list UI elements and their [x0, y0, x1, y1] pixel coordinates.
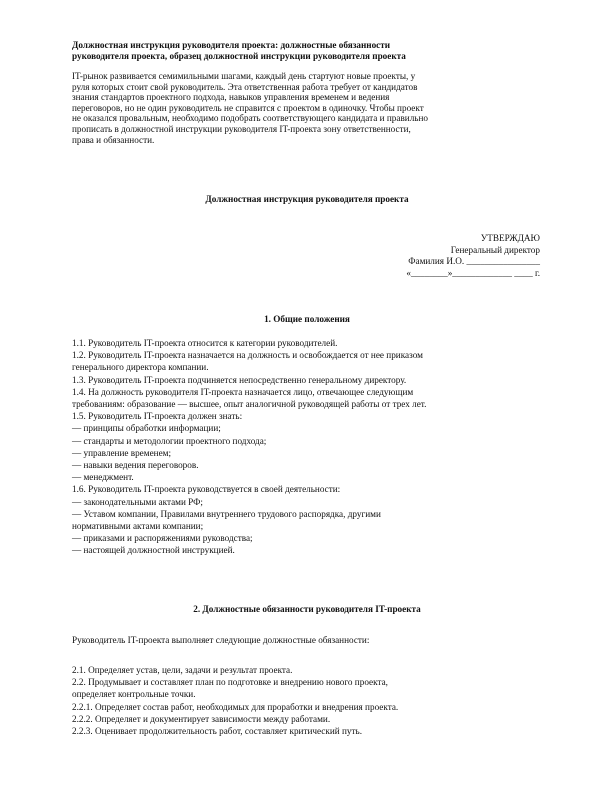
document-title	[72, 40, 542, 61]
section-1-line: — законодательными актами РФ;	[72, 496, 203, 507]
section-1-line: требованиям: образование — высшее, опыт аналогичной руководящей работы от трех лет.	[72, 399, 427, 410]
section-1-line: — стандарты и методологии проектного подхода;	[72, 435, 267, 446]
section-1-line: — управление временем;	[72, 447, 172, 458]
section-2-intro: Руководитель IT-проекта выполняет следующие должностные обязанности:	[72, 635, 370, 645]
section-2-body	[72, 664, 542, 737]
section-1-line: — настоящей должностной инструкцией.	[72, 545, 235, 556]
approval-date-line: «________»_____________ ____ г.	[406, 267, 540, 278]
section-1-body	[72, 337, 542, 557]
intro-line: права и обязанности.	[72, 134, 155, 145]
intro-line: знания стандартов проектного подхода, навыков управления временем и ведения	[72, 92, 390, 103]
title-line: руководителя проекта, образец должностной инструкции руководителя проекта	[72, 50, 406, 61]
section-1-heading: 1. Общие положения	[264, 314, 350, 324]
section-2-line: определяет контрольные точки.	[72, 689, 196, 700]
document-heading: Должностная инструкция руководителя проекта	[205, 194, 409, 204]
section-1-line: генерального директора компании.	[72, 362, 209, 373]
section-1-line: 1.1. Руководитель IT-проекта относится к категории руководителей.	[72, 338, 338, 348]
section-1-line: — навыки ведения переговоров.	[72, 460, 199, 471]
section-1-line: — Уставом компании, Правилами внутреннего трудового распорядка, другими	[72, 508, 381, 519]
section-2-line: 2.1. Определяет устав, цели, задачи и результат проекта.	[72, 665, 293, 675]
approval-label: УТВЕРЖДАЮ	[480, 233, 540, 243]
intro-line: переговоров, но не один руководитель не справится с проектом в одиночку. Чтобы проект	[72, 102, 424, 113]
title-line: Должностная инструкция руководителя проекта: должностные обязанности	[72, 40, 391, 50]
intro-line: IT-рынок развивается семимильными шагами, каждый день стартуют новые проекты, у	[72, 71, 416, 81]
section-1-line: 1.6. Руководитель IT-проекта руководствуется в своей деятельности:	[72, 484, 341, 495]
section-1-line: нормативными актами компании;	[72, 521, 204, 532]
section-1-line: 1.2. Руководитель IT-проекта назначается на должность и освобождается от нее приказом	[72, 350, 423, 361]
intro-line: не оказался провальным, необходимо подобрать соответствующего кандидата и правильно	[72, 113, 428, 124]
approval-position: Генеральный директор	[450, 244, 540, 255]
approval-block	[280, 233, 540, 279]
section-1-line: 1.5. Руководитель IT-проекта должен знать:	[72, 411, 243, 422]
section-2-line: 2.2.1. Определяет состав работ, необходимых для проработки и внедрения проекта.	[72, 701, 399, 712]
section-2-line: 2.2. Продумывает и составляет план по подготовке и внедрению нового проекта,	[72, 677, 388, 688]
intro-line: руля которых стоит свой руководитель. Эта ответственная работа требует от кандидатов	[72, 81, 418, 92]
section-1-line: 1.3. Руководитель IT-проекта подчиняется непосредственно генеральному директору.	[72, 374, 407, 385]
intro-line: прописать в должностной инструкции руководителя IT-проекта зону ответственности,	[72, 123, 411, 134]
section-1-line: — принципы обработки информации;	[72, 423, 221, 434]
section-1-line: 1.4. На должность руководителя IT-проекта назначается лицо, отвечающее следующим	[72, 386, 414, 397]
section-1-line: — приказами и распоряжениями руководства;	[72, 533, 253, 544]
section-2-line: 2.2.3. Оценивает продолжительность работ, составляет критический путь.	[72, 726, 362, 737]
section-1-line: — менеджмент.	[72, 472, 134, 483]
section-2-heading: 2. Должностные обязанности руководителя IT-проекта	[193, 604, 421, 614]
section-2-line: 2.2.2. Определяет и документирует зависимости между работами.	[72, 713, 331, 724]
approval-name-line: Фамилия И.О. ________________	[408, 256, 540, 266]
intro-paragraph	[72, 71, 542, 145]
